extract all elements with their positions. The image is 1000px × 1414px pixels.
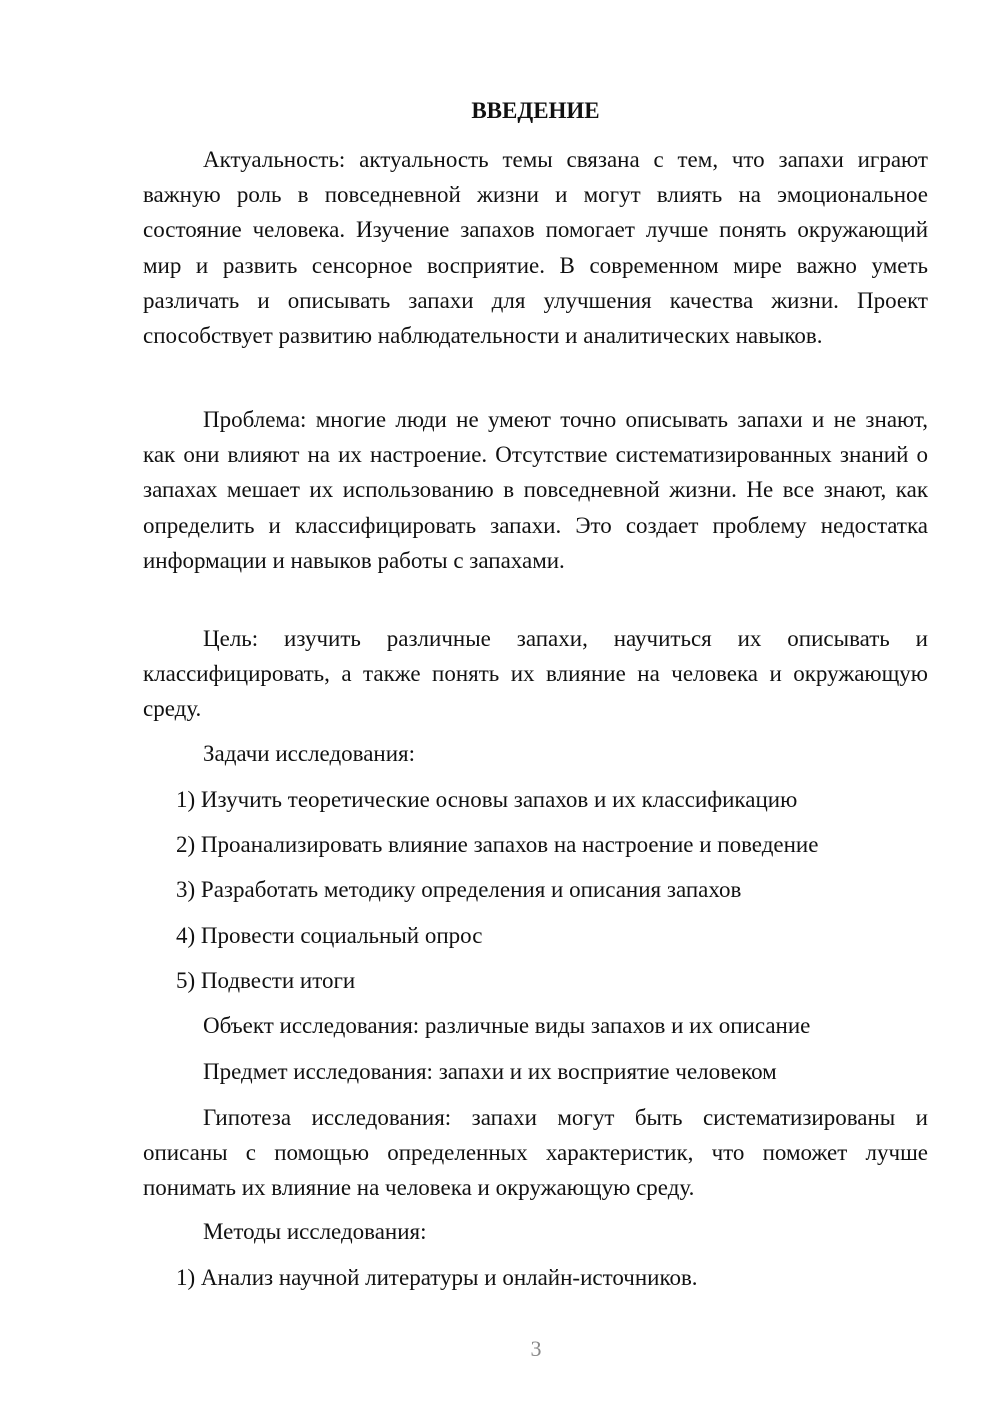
task-item: 4) Провести социальный опрос	[176, 923, 483, 948]
page-number: 3	[530, 1336, 542, 1361]
page-title: ВВЕДЕНИЕ	[471, 98, 600, 123]
goal-paragraph: Цель: изучить различные запахи, научиться их описывать и классифицировать, а также понять их влияние на человека и окружающую среду.	[143, 626, 928, 722]
object-line: Объект исследования: различные виды запахов и их описание	[203, 1013, 811, 1038]
problem-paragraph: Проблема: многие люди не умеют точно описывать запахи и не знают, как они влияют на их настроение. Отсутствие систематизированных знаний о запахах мешает их использованию в повседневной жизни. Не все знают, как определить и классифицировать запахи. Это создает проблему недостатка информации и навыков работы с запахами.	[143, 407, 928, 573]
task-item: 1) Изучить теоретические основы запахов и их классификацию	[176, 787, 798, 812]
relevance-paragraph: Актуальность: актуальность темы связана с тем, что запахи играют важную роль в повседневной жизни и могут влиять на эмоциональное состояние человека. Изучение запахов помогает лучше понять окружающий мир и развить сенсорное восприятие. В современном мире важно уметь различать и описывать запахи для улучшения качества жизни. Проект способствует развитию наблюдательности и аналитических навыков.	[143, 147, 928, 349]
method-item: 1) Анализ научной литературы и онлайн-источников.	[176, 1265, 698, 1290]
tasks-heading: Задачи исследования:	[203, 741, 416, 766]
task-item: 2) Проанализировать влияние запахов на настроение и поведение	[176, 832, 819, 857]
task-item: 5) Подвести итоги	[176, 968, 356, 993]
task-item: 3) Разработать методику определения и описания запахов	[176, 877, 742, 902]
subject-line: Предмет исследования: запахи и их восприятие человеком	[203, 1059, 777, 1084]
hypothesis-paragraph: Гипотеза исследования: запахи могут быть систематизированы и описаны с помощью определенных характеристик, что поможет лучше понимать их влияние на человека и окружающую среду.	[143, 1105, 928, 1201]
methods-heading: Методы исследования:	[203, 1219, 427, 1244]
